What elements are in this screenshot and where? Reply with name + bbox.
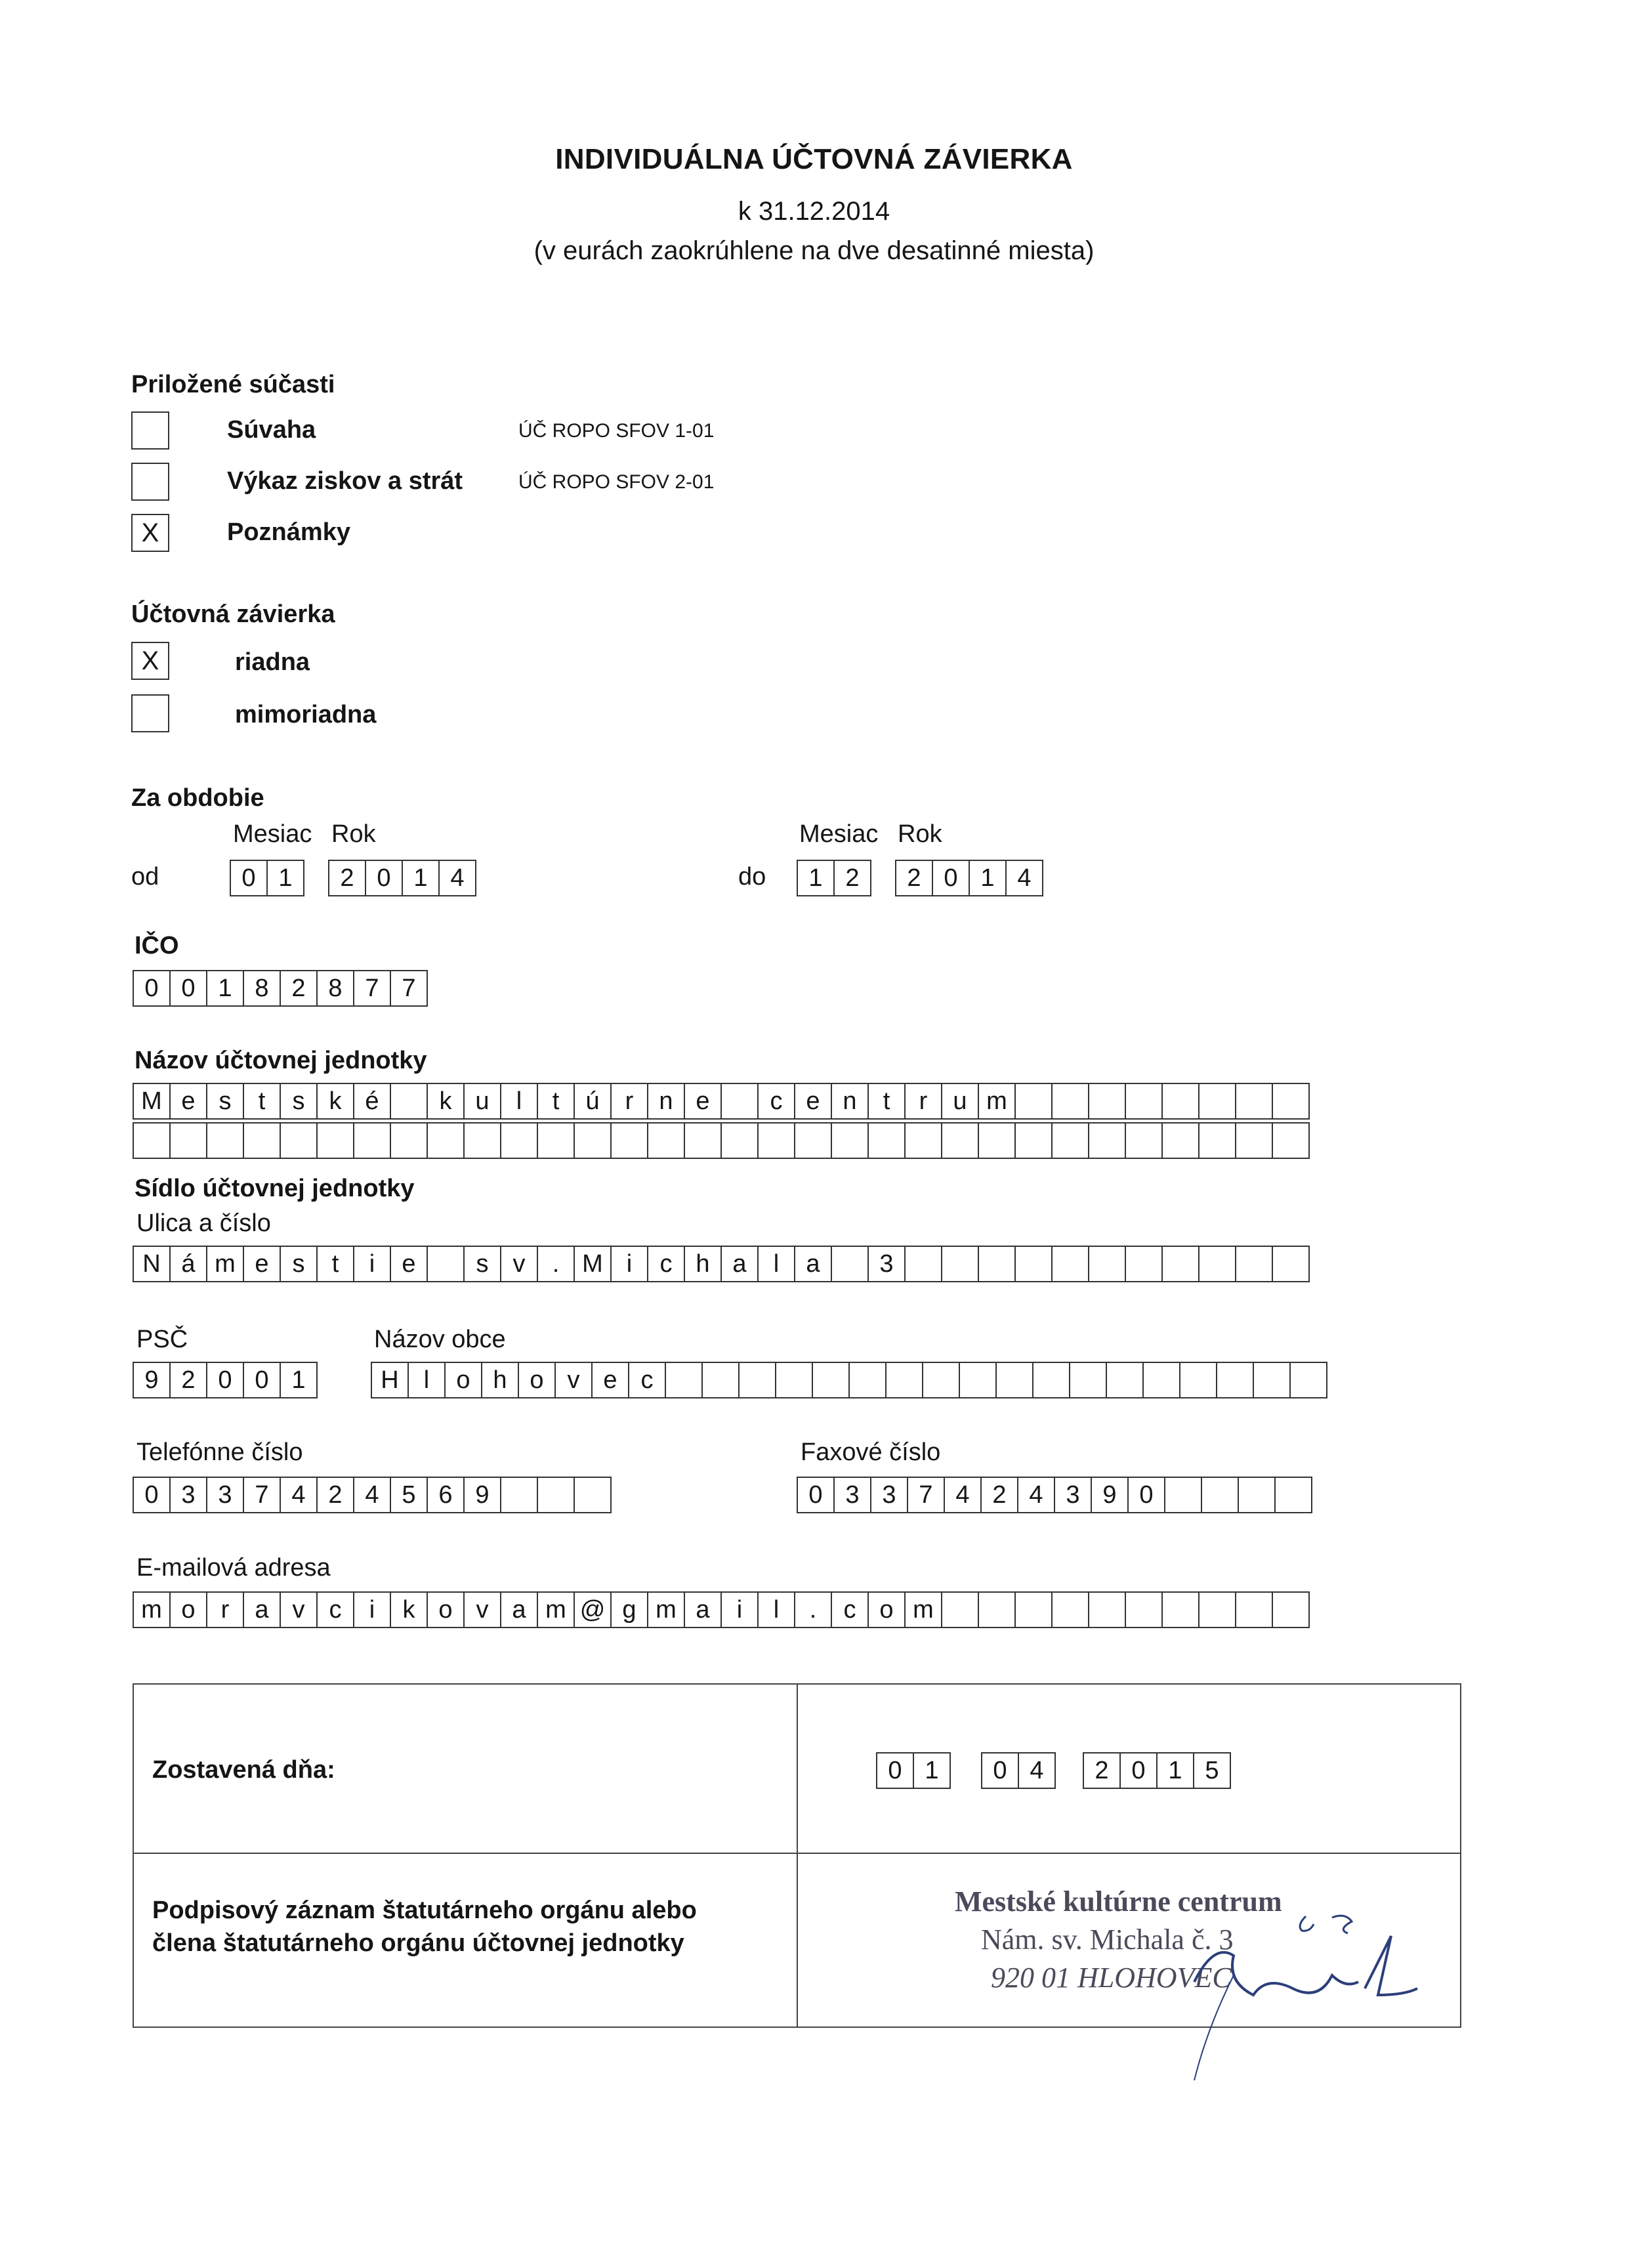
digit-cell: 4: [1005, 860, 1043, 896]
char-cell: [720, 1122, 759, 1159]
char-cell: [1161, 1591, 1200, 1628]
char-cell: [463, 1122, 501, 1159]
digit-cell: 7: [390, 970, 428, 1007]
char-cell: s: [280, 1246, 318, 1282]
stamp-line3: 920 01 HLOHOVEC: [991, 1962, 1232, 1994]
signature-label-line1: Podpisový záznam štatutárneho orgánu alebo: [152, 1897, 697, 1924]
char-cell: l: [757, 1591, 795, 1628]
char-cell: [537, 1122, 575, 1159]
signature-label-line2: člena štatutárneho orgánu účtovnej jednotky: [152, 1929, 684, 1957]
char-cell: s: [206, 1083, 244, 1120]
char-cell: s: [280, 1083, 318, 1120]
checkbox-riadna[interactable]: X: [131, 642, 169, 680]
char-cell: 4: [280, 1477, 318, 1513]
char-cell: [537, 1477, 575, 1513]
char-cell: 9: [463, 1477, 501, 1513]
char-cell: [1051, 1591, 1089, 1628]
checkbox-vykaz[interactable]: [131, 463, 169, 501]
handwritten-signature: [1168, 1903, 1457, 2100]
char-cell: 7: [243, 1477, 281, 1513]
char-cell: t: [867, 1083, 906, 1120]
char-cell: c: [831, 1591, 869, 1628]
to-label: do: [738, 863, 766, 891]
char-cell: [1198, 1246, 1236, 1282]
char-cell: 0: [981, 1752, 1019, 1789]
char-cell: [904, 1122, 942, 1159]
char-cell: e: [390, 1246, 428, 1282]
char-cell: [1142, 1362, 1180, 1398]
char-cell: [959, 1362, 997, 1398]
char-cell: [1088, 1083, 1126, 1120]
char-cell: [610, 1122, 648, 1159]
char-cell: o: [427, 1591, 465, 1628]
label-vykaz: Výkaz ziskov a strát: [227, 467, 463, 495]
char-cell: [427, 1246, 465, 1282]
char-cell: [1164, 1477, 1202, 1513]
char-cell: 7: [907, 1477, 945, 1513]
digit-cell: 1: [797, 860, 835, 896]
char-cell: i: [353, 1246, 391, 1282]
digit-cell: 0: [133, 970, 171, 1007]
city-label: Názov obce: [374, 1326, 506, 1353]
char-cell: [978, 1122, 1016, 1159]
char-cell: [1014, 1122, 1053, 1159]
char-cell: a: [684, 1591, 722, 1628]
digit-cell: 1: [266, 860, 304, 896]
digit-cell: 0: [169, 970, 207, 1007]
closing-type-heading: Účtovná závierka: [131, 600, 335, 628]
char-cell: 2: [316, 1477, 354, 1513]
digit-cell: 2: [328, 860, 366, 896]
char-cell: m: [537, 1591, 575, 1628]
char-cell: [1253, 1362, 1291, 1398]
char-cell: u: [941, 1083, 979, 1120]
digit-cell: 8: [243, 970, 281, 1007]
char-cell: v: [554, 1362, 593, 1398]
psc-label: PSČ: [136, 1326, 188, 1353]
char-cell: [574, 1122, 612, 1159]
digit-cell: 2: [833, 860, 871, 896]
char-cell: [1106, 1362, 1144, 1398]
char-cell: [1235, 1591, 1273, 1628]
char-cell: [775, 1362, 813, 1398]
char-cell: [1051, 1122, 1089, 1159]
char-cell: h: [684, 1246, 722, 1282]
char-cell: .: [794, 1591, 832, 1628]
char-cell: [720, 1083, 759, 1120]
char-cell: 3: [1054, 1477, 1092, 1513]
char-cell: [831, 1246, 869, 1282]
char-cell: 2: [1083, 1752, 1121, 1789]
char-cell: [1125, 1246, 1163, 1282]
stamp-line2: Nám. sv. Michala č. 3: [981, 1923, 1234, 1956]
label-riadna: riadna: [235, 648, 310, 676]
closing-date: k 31.12.2014: [738, 197, 890, 226]
char-cell: [812, 1362, 850, 1398]
char-cell: [665, 1362, 703, 1398]
digit-cell: 4: [438, 860, 476, 896]
char-cell: i: [353, 1591, 391, 1628]
char-cell: [1289, 1362, 1327, 1398]
char-cell: é: [353, 1083, 391, 1120]
char-cell: o: [518, 1362, 556, 1398]
char-cell: á: [169, 1246, 207, 1282]
char-cell: [1235, 1083, 1273, 1120]
char-cell: [941, 1122, 979, 1159]
char-cell: [390, 1083, 428, 1120]
char-cell: [904, 1246, 942, 1282]
char-cell: m: [647, 1591, 685, 1628]
char-cell: [1051, 1246, 1089, 1282]
char-cell: 1: [913, 1752, 951, 1789]
char-cell: [1125, 1083, 1163, 1120]
char-cell: i: [610, 1246, 648, 1282]
char-cell: 4: [944, 1477, 982, 1513]
char-cell: 5: [1193, 1752, 1231, 1789]
char-cell: 3: [206, 1477, 244, 1513]
char-cell: [922, 1362, 960, 1398]
char-cell: g: [610, 1591, 648, 1628]
char-cell: [1125, 1122, 1163, 1159]
char-cell: l: [407, 1362, 446, 1398]
label-suvaha: Súvaha: [227, 416, 316, 444]
table-divider-horizontal: [133, 1853, 1461, 1854]
phone-label: Telefónne číslo: [136, 1438, 303, 1466]
char-cell: e: [684, 1083, 722, 1120]
signature-flourish: [1365, 1936, 1417, 1995]
digit-cell: 1: [402, 860, 440, 896]
from-month-field[interactable]: [230, 860, 304, 896]
char-cell: [1088, 1591, 1126, 1628]
char-cell: [280, 1122, 318, 1159]
digit-cell: 2: [280, 970, 318, 1007]
char-cell: [1014, 1083, 1053, 1120]
from-month-label: Mesiac: [233, 820, 312, 848]
char-cell: M: [574, 1246, 612, 1282]
table-divider-vertical: [797, 1683, 798, 2028]
to-month-field[interactable]: [797, 860, 871, 896]
char-cell: [1032, 1362, 1070, 1398]
char-cell: 4: [1018, 1752, 1056, 1789]
ico-label: IČO: [135, 932, 179, 959]
char-cell: [1201, 1477, 1239, 1513]
checkbox-mimoriadna[interactable]: [131, 694, 169, 732]
checkbox-suvaha[interactable]: [131, 411, 169, 450]
char-cell: e: [243, 1246, 281, 1282]
char-cell: i: [720, 1591, 759, 1628]
char-cell: .: [537, 1246, 575, 1282]
char-cell: [831, 1122, 869, 1159]
digit-cell: 0: [230, 860, 268, 896]
code-suvaha: ÚČ ROPO SFOV 1-01: [518, 420, 715, 442]
street-label: Ulica a číslo: [136, 1209, 271, 1237]
char-cell: 0: [206, 1362, 244, 1398]
char-cell: [1051, 1083, 1089, 1120]
currency-note: (v eurách zaokrúhlene na dve desatinné miesta): [533, 236, 1095, 265]
char-cell: [941, 1591, 979, 1628]
char-cell: 9: [133, 1362, 171, 1398]
char-cell: [500, 1122, 538, 1159]
char-cell: [169, 1122, 207, 1159]
char-cell: k: [316, 1083, 354, 1120]
digit-cell: 8: [316, 970, 354, 1007]
digit-cell: 1: [206, 970, 244, 1007]
char-cell: [1125, 1591, 1163, 1628]
digit-cell: 2: [895, 860, 933, 896]
char-cell: [1272, 1083, 1310, 1120]
char-cell: m: [978, 1083, 1016, 1120]
char-cell: h: [481, 1362, 519, 1398]
char-cell: [316, 1122, 354, 1159]
label-poznamky: Poznámky: [227, 518, 350, 546]
char-cell: [1235, 1246, 1273, 1282]
char-cell: u: [463, 1083, 501, 1120]
char-cell: [1198, 1591, 1236, 1628]
char-cell: [1014, 1246, 1053, 1282]
digit-cell: 7: [353, 970, 391, 1007]
char-cell: e: [794, 1083, 832, 1120]
char-cell: [1272, 1122, 1310, 1159]
char-cell: [738, 1362, 776, 1398]
char-cell: @: [574, 1591, 612, 1628]
digit-cell: 0: [365, 860, 403, 896]
char-cell: a: [500, 1591, 538, 1628]
char-cell: 0: [1119, 1752, 1158, 1789]
char-cell: m: [904, 1591, 942, 1628]
char-cell: o: [169, 1591, 207, 1628]
char-cell: c: [316, 1591, 354, 1628]
from-year-label: Rok: [331, 820, 376, 848]
from-year-field[interactable]: [328, 860, 476, 896]
digit-cell: 0: [932, 860, 970, 896]
digit-cell: 1: [969, 860, 1007, 896]
char-cell: [1069, 1362, 1107, 1398]
char-cell: ú: [574, 1083, 612, 1120]
char-cell: [848, 1362, 887, 1398]
stamp-line1: Mestské kultúrne centrum: [955, 1885, 1282, 1918]
char-cell: m: [133, 1591, 171, 1628]
char-cell: v: [280, 1591, 318, 1628]
char-cell: e: [169, 1083, 207, 1120]
char-cell: r: [206, 1591, 244, 1628]
char-cell: 3: [833, 1477, 871, 1513]
note-v-stroke: [1300, 1916, 1314, 1931]
char-cell: k: [427, 1083, 465, 1120]
code-vykaz: ÚČ ROPO SFOV 2-01: [518, 471, 715, 493]
email-field[interactable]: [133, 1591, 1310, 1628]
char-cell: [1014, 1591, 1053, 1628]
compiled-month-field[interactable]: [981, 1752, 1056, 1789]
char-cell: [243, 1122, 281, 1159]
note-z-stroke: [1332, 1916, 1352, 1933]
char-cell: H: [371, 1362, 409, 1398]
char-cell: 3: [169, 1477, 207, 1513]
fax-field[interactable]: [797, 1477, 1312, 1513]
char-cell: [1161, 1083, 1200, 1120]
ico-field[interactable]: [133, 970, 428, 1007]
char-cell: e: [591, 1362, 629, 1398]
char-cell: [206, 1122, 244, 1159]
entity-name-row1[interactable]: [133, 1083, 1310, 1120]
char-cell: a: [720, 1246, 759, 1282]
char-cell: [390, 1122, 428, 1159]
char-cell: [978, 1591, 1016, 1628]
char-cell: [1179, 1362, 1217, 1398]
char-cell: r: [904, 1083, 942, 1120]
char-cell: [1088, 1122, 1126, 1159]
char-cell: t: [537, 1083, 575, 1120]
char-cell: 4: [353, 1477, 391, 1513]
char-cell: [1198, 1122, 1236, 1159]
char-cell: [701, 1362, 740, 1398]
char-cell: k: [390, 1591, 428, 1628]
char-cell: [1272, 1246, 1310, 1282]
char-cell: [500, 1477, 538, 1513]
city-field[interactable]: [371, 1362, 1327, 1398]
char-cell: 0: [133, 1477, 171, 1513]
signature-tail: [1194, 1975, 1234, 2080]
char-cell: t: [243, 1083, 281, 1120]
to-year-label: Rok: [898, 820, 942, 848]
char-cell: r: [610, 1083, 648, 1120]
char-cell: [1274, 1477, 1312, 1513]
char-cell: o: [867, 1591, 906, 1628]
char-cell: [353, 1122, 391, 1159]
char-cell: [133, 1122, 171, 1159]
to-year-field[interactable]: [895, 860, 1043, 896]
char-cell: [1238, 1477, 1276, 1513]
label-mimoriadna: mimoriadna: [235, 701, 377, 728]
char-cell: [941, 1246, 979, 1282]
char-cell: [867, 1122, 906, 1159]
entity-name-row2[interactable]: [133, 1122, 1310, 1159]
psc-field[interactable]: [133, 1362, 318, 1398]
char-cell: o: [444, 1362, 482, 1398]
char-cell: l: [500, 1083, 538, 1120]
char-cell: [978, 1246, 1016, 1282]
char-cell: 0: [797, 1477, 835, 1513]
char-cell: [995, 1362, 1033, 1398]
compiled-year-field[interactable]: [1083, 1752, 1231, 1789]
char-cell: [794, 1122, 832, 1159]
char-cell: 2: [980, 1477, 1018, 1513]
from-label: od: [131, 863, 159, 891]
char-cell: v: [500, 1246, 538, 1282]
char-cell: 1: [1156, 1752, 1194, 1789]
fax-label: Faxové číslo: [801, 1438, 941, 1466]
checkbox-poznamky[interactable]: X: [131, 514, 169, 552]
char-cell: c: [628, 1362, 666, 1398]
char-cell: 4: [1017, 1477, 1055, 1513]
compiled-day-field[interactable]: [876, 1752, 951, 1789]
signature-stroke: [1194, 1952, 1358, 1995]
char-cell: 3: [867, 1246, 906, 1282]
char-cell: [1161, 1246, 1200, 1282]
char-cell: [574, 1477, 612, 1513]
compiled-label: Zostavená dňa:: [152, 1756, 335, 1784]
char-cell: l: [757, 1246, 795, 1282]
char-cell: 0: [243, 1362, 281, 1398]
email-label: E-mailová adresa: [136, 1554, 331, 1582]
char-cell: [647, 1122, 685, 1159]
char-cell: 6: [427, 1477, 465, 1513]
char-cell: 0: [876, 1752, 914, 1789]
period-heading: Za obdobie: [131, 784, 264, 812]
char-cell: N: [133, 1246, 171, 1282]
char-cell: [1272, 1591, 1310, 1628]
char-cell: 9: [1091, 1477, 1129, 1513]
char-cell: [427, 1122, 465, 1159]
char-cell: n: [831, 1083, 869, 1120]
char-cell: n: [647, 1083, 685, 1120]
char-cell: 0: [1127, 1477, 1165, 1513]
char-cell: [1216, 1362, 1254, 1398]
to-month-label: Mesiac: [799, 820, 879, 848]
char-cell: v: [463, 1591, 501, 1628]
char-cell: c: [757, 1083, 795, 1120]
char-cell: [1235, 1122, 1273, 1159]
char-cell: [885, 1362, 923, 1398]
char-cell: a: [794, 1246, 832, 1282]
document-title: INDIVIDUÁLNA ÚČTOVNÁ ZÁVIERKA: [555, 143, 1073, 175]
char-cell: M: [133, 1083, 171, 1120]
char-cell: 5: [390, 1477, 428, 1513]
char-cell: c: [647, 1246, 685, 1282]
char-cell: t: [316, 1246, 354, 1282]
street-field[interactable]: [133, 1246, 1310, 1282]
address-heading: Sídlo účtovnej jednotky: [135, 1175, 415, 1202]
entity-name-label: Názov účtovnej jednotky: [135, 1047, 427, 1074]
phone-field[interactable]: [133, 1477, 612, 1513]
char-cell: m: [206, 1246, 244, 1282]
char-cell: [1088, 1246, 1126, 1282]
char-cell: [684, 1122, 722, 1159]
char-cell: [1198, 1083, 1236, 1120]
char-cell: s: [463, 1246, 501, 1282]
char-cell: 3: [870, 1477, 908, 1513]
char-cell: a: [243, 1591, 281, 1628]
char-cell: [1161, 1122, 1200, 1159]
char-cell: 2: [169, 1362, 207, 1398]
attachments-heading: Priložené súčasti: [131, 371, 335, 398]
char-cell: 1: [280, 1362, 318, 1398]
char-cell: [757, 1122, 795, 1159]
